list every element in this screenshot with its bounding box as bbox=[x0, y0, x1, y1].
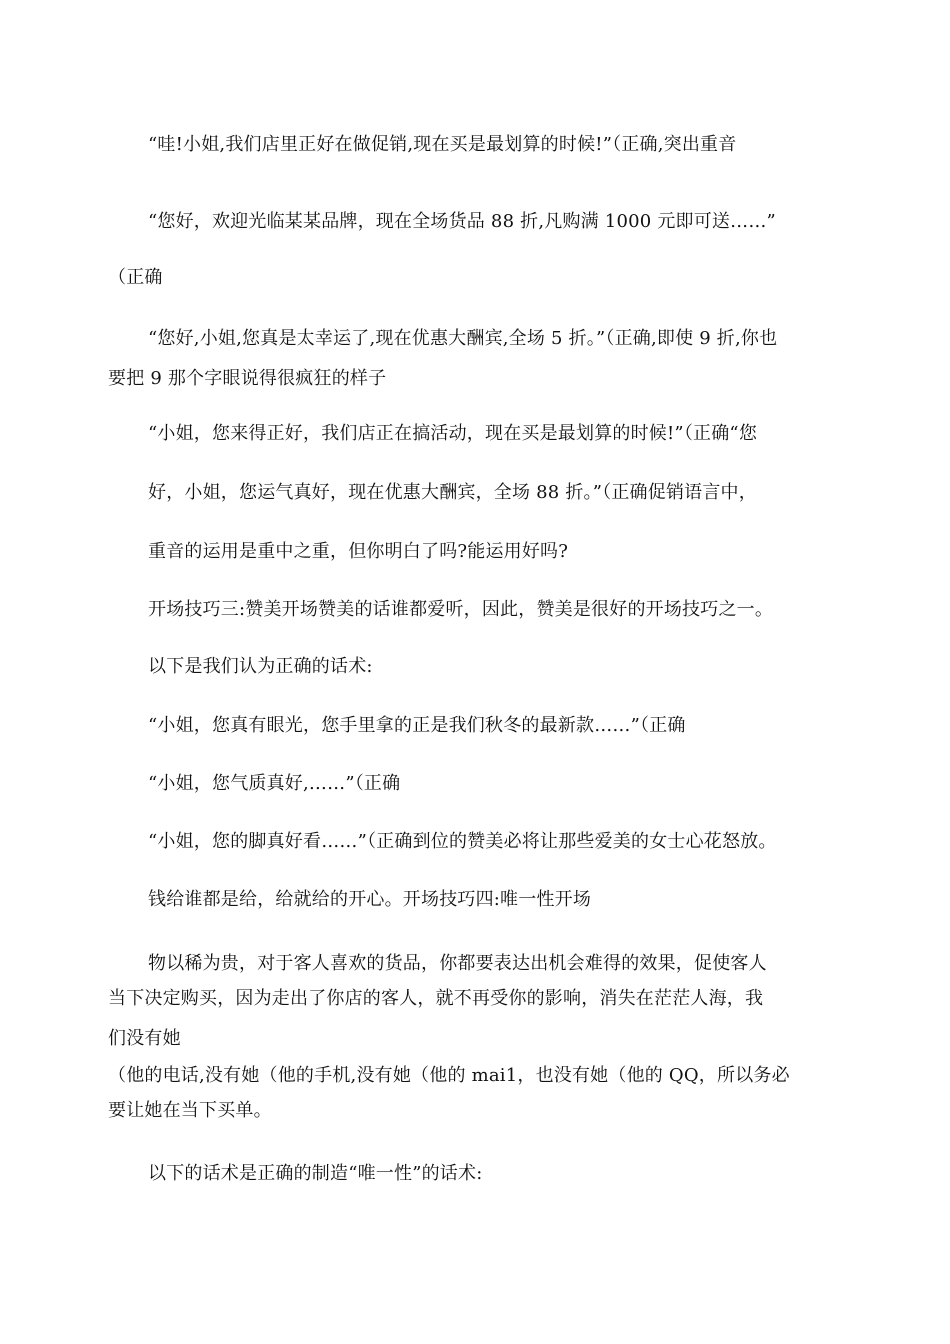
text-line: 要让她在当下买单。 bbox=[108, 1100, 272, 1121]
text-line: （他的电话,没有她（他的手机,没有她（他的 mai1，也没有她（他的 QQ，所以务必 bbox=[108, 1065, 790, 1086]
text-line: 钱给谁都是给，给就给的开心。开场技巧四:唯一性开场 bbox=[148, 889, 592, 910]
text-line: 们没有她 bbox=[108, 1028, 181, 1049]
text-line: “您好,小姐,您真是太幸运了,现在优惠大酬宾,全场 5 折。”（正确,即使 9 折,你也 bbox=[148, 328, 778, 349]
text-line: “您好，欢迎光临某某品牌，现在全场货品 88 折,凡购满 1000 元即可送……” bbox=[148, 211, 776, 232]
text-line: （正确 bbox=[108, 267, 163, 288]
text-line: 物以稀为贵，对于客人喜欢的货品，你都要表达出机会难得的效果，促使客人 bbox=[148, 953, 767, 974]
text-line: “小姐，您真有眼光，您手里拿的正是我们秋冬的最新款……”（正确 bbox=[148, 715, 686, 736]
text-line: “哇!小姐,我们店里正好在做促销,现在买是最划算的时候!”（正确,突出重音 bbox=[148, 134, 737, 155]
text-line: 重音的运用是重中之重，但你明白了吗?能运用好吗? bbox=[148, 541, 569, 562]
text-line: 当下决定购买，因为走出了你店的客人，就不再受你的影响，消失在茫茫人海，我 bbox=[108, 988, 764, 1009]
text-line: “小姐，您气质真好,……”（正确 bbox=[148, 773, 401, 794]
text-line: 要把 9 那个字眼说得很疯狂的样子 bbox=[108, 368, 387, 389]
text-line: 以下是我们认为正确的话术: bbox=[148, 656, 373, 677]
text-line: 以下的话术是正确的制造“唯一性”的话术: bbox=[148, 1163, 483, 1184]
text-line: 开场技巧三:赞美开场赞美的话谁都爱听，因此，赞美是很好的开场技巧之一。 bbox=[148, 599, 774, 620]
text-line: “小姐，您来得正好，我们店正在搞活动，现在买是最划算的时候!”（正确“您 bbox=[148, 423, 758, 444]
text-line: “小姐，您的脚真好看……”（正确到位的赞美必将让那些爱美的女士心花怒放。 bbox=[148, 831, 777, 852]
text-line: 好，小姐，您运气真好，现在优惠大酬宾，全场 88 折。”（正确促销语言中， bbox=[148, 482, 757, 503]
